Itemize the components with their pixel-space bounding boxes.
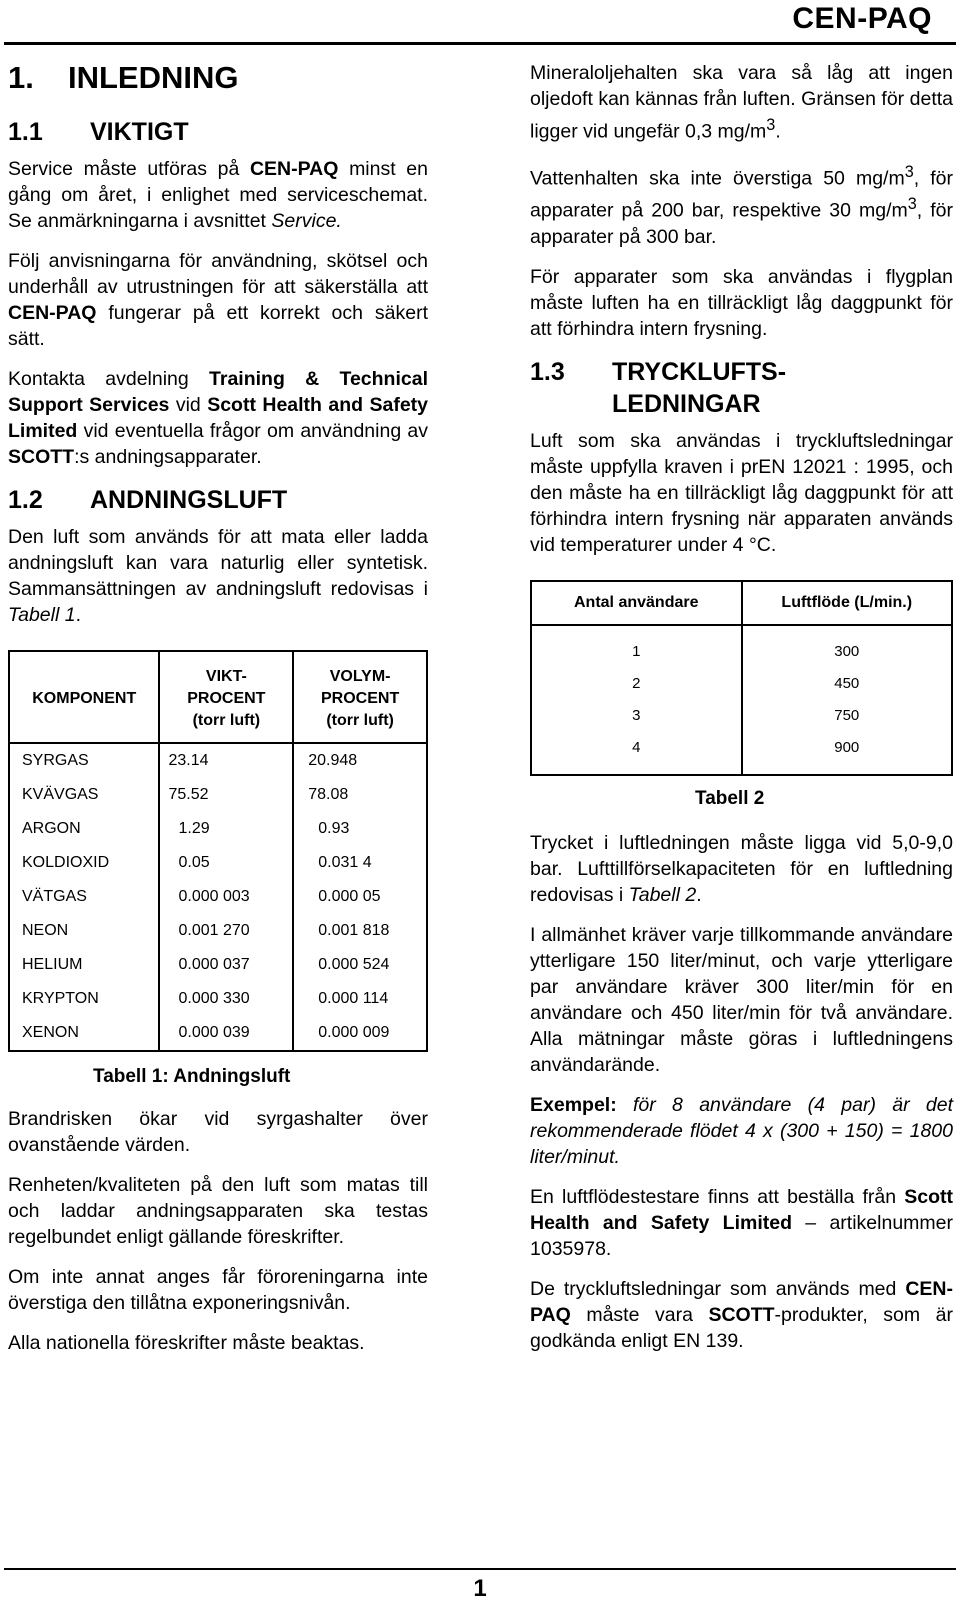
text: De tryckluftsledningar som används med: [530, 1277, 906, 1300]
cell-air-flow: 300: [834, 643, 860, 660]
text: .: [696, 883, 702, 906]
paragraph-contact: [8, 366, 428, 470]
superscript: 3: [904, 162, 914, 181]
header-rule: [4, 42, 956, 45]
text: Vattenhalten ska inte överstiga 50 mg/m: [530, 167, 905, 189]
paragraph-compressed-air: Luft som ska användas i tryckluftsledningar måste uppfylla kraven i prEN 12021 : 1995, och den måste ha en tillräckligt låg daggpunkt för att förhindra intern frysning när apparaten används vid temperaturer under 4 °C.: [530, 429, 953, 556]
cell-weight: 0.000 330: [159, 982, 293, 1016]
example-label: Exempel:: [530, 1093, 617, 1116]
paragraph-national-regulations: Alla nationella föreskrifter måste beaktas.: [8, 1332, 365, 1354]
column-header-volume-percent: VOLYM- PROCENT (torr luft): [293, 651, 427, 743]
paragraph-example: [530, 1092, 953, 1170]
cell-volume: 0.000 05: [318, 888, 381, 905]
section-heading-1-3: [530, 356, 953, 420]
cell-air-flow: 900: [834, 739, 860, 756]
cell-weight: 1.29: [159, 812, 293, 846]
product-name: CEN-PAQ: [8, 302, 97, 324]
air-composition-table: [8, 650, 428, 1052]
cell-volume: 20.948: [308, 752, 358, 769]
brand-name: SCOTT: [708, 1303, 775, 1326]
text: Trycket i luftledningen måste ligga vid 5,0-9,0 bar. Lufttillförselkapaciteten för en luftledning redovisas i: [530, 831, 953, 906]
paragraph-flow-tester: [530, 1184, 953, 1262]
table-row: [9, 778, 427, 812]
table-2-caption: Tabell 2: [695, 787, 765, 809]
text: -produkter, som är godkända enligt EN 139.: [530, 1303, 953, 1352]
cell-air-flow: 750: [834, 707, 860, 724]
text: .: [75, 604, 82, 626]
section-number: 1.3: [530, 357, 565, 386]
column-header-component: KOMPONENT: [9, 651, 159, 743]
cell-users: 1: [531, 636, 742, 668]
text: , för apparater på 200 bar, respektive 30 mg/m: [530, 167, 954, 222]
table-header-row: [9, 651, 427, 743]
paragraph-fire-risk: Brandrisken ökar vid syrgashalter över ovanstående värden.: [8, 1108, 428, 1156]
section-reference: Service.: [271, 210, 342, 232]
text: Mineraloljehalten ska vara så låg att ingen oljedoft kan kännas från luften. Gränsen för detta ligger vid ungefär 0,3 mg/m: [530, 62, 953, 143]
table-row: [531, 732, 952, 764]
table-row: [9, 1016, 427, 1051]
text: :s andningsapparater.: [74, 446, 262, 468]
left-column: [8, 60, 428, 1370]
cell-component: KOLDIOXID: [22, 854, 110, 871]
table-reference: Tabell 1: [8, 604, 76, 626]
example-text: för 8 användare (4 par) är det rekommenderade flödet 4 x (300 + 150) = 1800 liter/minut.: [530, 1093, 953, 1168]
cell-volume: 0.000 114: [318, 990, 389, 1007]
paragraph-breathing-air: [8, 524, 428, 628]
product-name: CEN-PAQ: [249, 158, 339, 180]
table-row: [9, 982, 427, 1016]
section-heading-1-1: [8, 116, 428, 148]
column-header-air-flow: Luftflöde (L/min.): [742, 581, 953, 625]
section-title: VIKTIGT: [90, 118, 189, 146]
text: En luftflödestestare finns att beställa från: [530, 1185, 905, 1208]
cell-component: ARGON: [22, 820, 81, 837]
paragraph-scott-products: [530, 1276, 953, 1354]
section-number: 1.1: [8, 118, 43, 146]
company-name: Scott Health and Safety Limited: [530, 1185, 953, 1234]
cell-component: KRYPTON: [22, 990, 99, 1007]
chapter-number: 1.: [8, 60, 34, 95]
chapter-title: INLEDNING: [68, 60, 239, 95]
paragraph-pollutants: Om inte annat anges får föroreningarna inte överstiga den tillåtna exponeringsnivån.: [8, 1266, 428, 1314]
cell-component: SYRGAS: [22, 752, 89, 769]
text: minst en gång om året, i enlighet med serviceschemat. Se anmärkningarna i avsnittet: [8, 158, 428, 232]
column-header-weight-percent: VIKT- PROCENT (torr luft): [159, 651, 293, 743]
table-row: [9, 846, 427, 880]
section-title: [612, 356, 786, 420]
page-number: 1: [473, 1575, 487, 1602]
cell-component: VÄTGAS: [22, 888, 87, 905]
table-reference: Tabell 2: [628, 883, 697, 906]
cell-volume: 0.001 818: [318, 922, 390, 939]
text: Service måste utföras på: [8, 158, 250, 180]
cell-volume: 0.000 009: [318, 1024, 390, 1041]
table-row: [9, 812, 427, 846]
paragraph-purity: Renheten/kvaliteten på den luft som matas till och laddar andningsapparaten ska testas regelbundet enligt gällande föreskrifter.: [8, 1174, 428, 1248]
table-row: [531, 668, 952, 700]
footer-rule: [4, 1568, 956, 1570]
brand-name: SCOTT: [8, 446, 75, 468]
cell-weight: 23.14: [159, 743, 293, 778]
table-1-caption: Tabell 1: Andningsluft: [93, 1066, 291, 1087]
cell-weight: 0.000 003: [159, 880, 293, 914]
section-number: 1.2: [8, 486, 43, 514]
cell-users: 3: [531, 700, 742, 732]
table-row: [9, 914, 427, 948]
section-title-line-2: LEDNINGAR: [612, 389, 761, 418]
table-row: [9, 948, 427, 982]
paragraph-service: [8, 156, 428, 234]
paragraph-additional-users: I allmänhet kräver varje tillkommande användare ytterligare 150 liter/minut, och varje ytterligare par användare kräver 300 liter/min för en användare och 450 liter/min för två användare. Alla mätningar måste göras i luftledningens användarände.: [530, 923, 953, 1076]
table-row: [531, 700, 952, 732]
table-header-row: [531, 581, 952, 625]
paragraph-aircraft: För apparater som ska användas i flygplan måste luften ha en tillräckligt låg daggpunkt för att förhindra intern frysning.: [530, 265, 953, 340]
cell-volume: 0.000 524: [318, 956, 390, 973]
table-row: [9, 880, 427, 914]
text: Den luft som används för att mata eller ladda andningsluft kan vara naturlig eller syntetisk. Sammansättningen av andningsluft redovisas i: [8, 526, 428, 600]
column-header-users: Antal användare: [531, 581, 742, 625]
header-title: CEN-PAQ: [792, 2, 932, 35]
text: Följ anvisningarna för användning, skötsel och underhåll av utrustningen för att säkerställa att: [8, 250, 428, 298]
cell-component: XENON: [22, 1024, 79, 1041]
cell-component: NEON: [22, 922, 69, 939]
table-row: [9, 743, 427, 778]
cell-weight: 0.000 037: [159, 948, 293, 982]
cell-volume: 78.08: [308, 786, 349, 803]
cell-weight: 0.000 039: [159, 1016, 293, 1051]
cell-weight: 0.001 270: [159, 914, 293, 948]
section-heading-1-2: [8, 484, 428, 516]
paragraph-water-content: [530, 159, 953, 250]
text: .: [775, 120, 781, 143]
paragraph-pressure: [530, 830, 953, 908]
cell-users: 4: [531, 732, 742, 764]
company-name: Scott Health and Safety Limited: [8, 394, 429, 442]
cell-weight: 75.52: [159, 778, 293, 812]
cell-weight: 0.05: [159, 846, 293, 880]
product-name: CEN-PAQ: [530, 1277, 953, 1326]
text: , för apparater på 300 bar.: [530, 199, 954, 248]
department-name: Training & Technical Support Services: [8, 368, 428, 416]
text: vid eventuella frågor om användning av: [77, 420, 428, 442]
air-flow-table: [530, 580, 953, 776]
right-column: [530, 60, 953, 1368]
text: – artikelnummer 1035978.: [530, 1211, 953, 1260]
chapter-heading: [8, 60, 428, 96]
superscript: 3: [907, 195, 917, 213]
cell-users: 2: [531, 668, 742, 700]
paragraph-mineral-oil: [530, 60, 953, 145]
cell-air-flow: 450: [834, 675, 860, 692]
cell-component: KVÄVGAS: [22, 786, 99, 803]
paragraph-instructions: [8, 248, 428, 352]
text: fungerar på ett korrekt och säkert sätt.: [8, 302, 428, 350]
section-title: ANDNINGSLUFT: [90, 486, 288, 514]
text: Kontakta avdelning: [8, 368, 210, 390]
cell-volume: 0.031 4: [318, 854, 372, 871]
text: vid: [169, 394, 208, 416]
superscript: 3: [766, 116, 776, 134]
cell-volume: 0.93: [318, 820, 350, 837]
cell-component: HELIUM: [22, 956, 83, 973]
table-row: [531, 636, 952, 668]
text: måste vara: [570, 1303, 709, 1326]
section-title-line-1: TRYCKLUFTS-: [612, 357, 787, 386]
